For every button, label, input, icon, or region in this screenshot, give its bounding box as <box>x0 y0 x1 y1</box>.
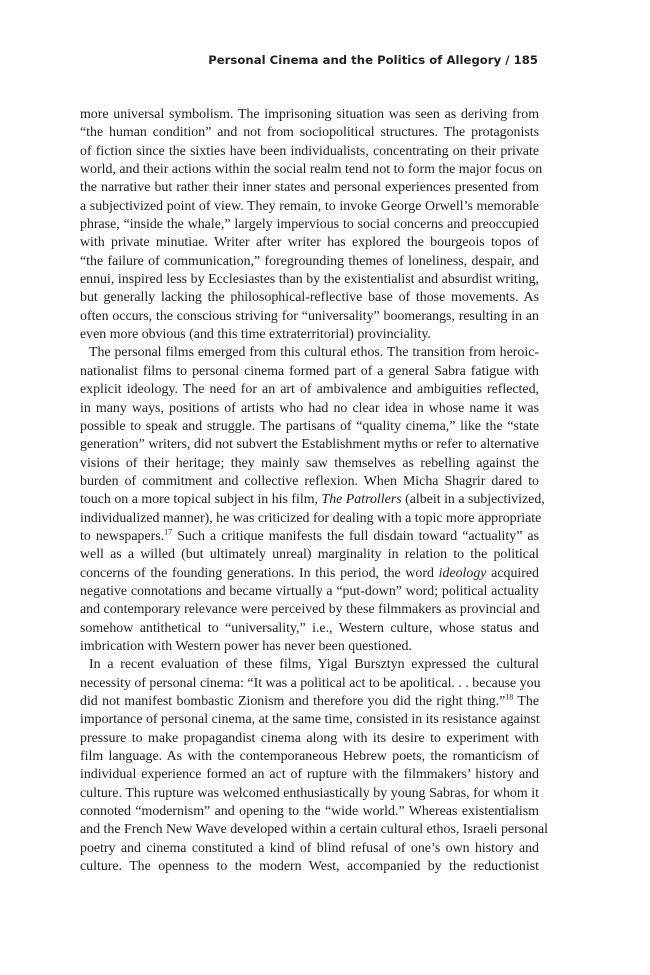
text-line: possible to speak and struggle. The partisans of “quality cinema,” like the “state <box>80 418 539 434</box>
text-line: in many ways, positions of artists who had no clear idea in whose name it was <box>80 400 539 416</box>
paragraph-3 <box>80 656 549 876</box>
text-line: more universal symbolism. The imprisoning situation was seen as deriving from <box>80 107 539 122</box>
footnote-ref-18[interactable]: 18 <box>505 692 514 702</box>
text-run: (albeit in a subjectivized, <box>401 492 545 508</box>
text-line: individual experience formed an act of rupture with the filmmakers’ history and <box>80 767 539 783</box>
text-line: imbrication with Western power has never been questioned. <box>80 638 412 654</box>
paragraph-2 <box>80 344 545 656</box>
emphasized-term: ideology <box>438 565 487 581</box>
text-line: explicit ideology. The need for an art of ambivalence and ambiguities reflected, <box>80 382 539 398</box>
text-line: “the failure of communication,” foregrounding themes of loneliness, despair, and <box>80 253 539 269</box>
text-line: The personal films emerged from this cultural ethos. The transition from heroic- <box>89 345 539 361</box>
text-line: and contemporary relevance were perceived by these filmmakers as provincial and <box>80 602 540 618</box>
text-line: “the human condition” and not from sociopolitical structures. The protagonists <box>80 125 539 141</box>
text-line: connoted “modernism” and opening to the “wide world.” Whereas existentialism <box>80 804 539 820</box>
text-line <box>80 491 545 509</box>
text-line: visions of their heritage; they mainly saw themselves as rebelling against the <box>80 455 539 471</box>
text-line: poetry and cinema constituted a kind of blind refusal of one’s own history and <box>80 840 539 856</box>
text-line: importance of personal cinema, at the same time, consisted in its resistance against <box>80 712 540 728</box>
text-line: but generally lacking the philosophical-reflective base of those movements. As <box>80 290 539 306</box>
text-line: ennui, inspired less by Ecclesiastes than by the existentialist and absurdist writing, <box>80 272 539 288</box>
text-line: well as a willed (but ultimately unreal) marginality in relation to the political <box>80 547 539 563</box>
text-run: The <box>513 694 539 709</box>
text-line: In a recent evaluation of these films, Yigal Bursztyn expressed the cultural <box>89 657 539 673</box>
text-line: burden of commitment and collective reflexion. When Micha Shagrir dared to <box>80 473 539 489</box>
text-line <box>80 565 539 583</box>
text-line: world, and their actions within the social realm tend not to form the major focus on <box>80 162 543 178</box>
paragraph-1 <box>80 106 543 344</box>
text-line: the narrative but rather their inner states and personal experiences presented from <box>80 180 539 196</box>
text-line: phrase, “inside the whale,” largely impervious to social concerns and preoccupied <box>80 217 539 233</box>
text-line <box>80 693 539 711</box>
text-line: necessity of personal cinema: “It was a political act to be apolitical. . . because you <box>80 675 541 691</box>
running-head: Personal Cinema and the Politics of Allegory / 185 <box>208 53 538 67</box>
text-line: pressure to make propagandist cinema along with its desire to experiment with <box>80 730 539 746</box>
text-line: even more obvious (and this time extraterritorial) provinciality. <box>80 327 431 343</box>
text-run: Such a critique manifests the full disdain toward “actuality” as <box>172 528 539 544</box>
text-line: and the French New Wave developed within a certain cultural ethos, Israeli personal <box>80 822 549 838</box>
text-line: film language. As with the contemporaneous Hebrew poets, the romanticism of <box>80 749 539 765</box>
text-run: concerns of the founding generations. In this period, the word <box>80 565 439 581</box>
text-run: touch on a more topical subject in his film, <box>80 492 322 508</box>
text-line: individualized manner), he was criticized for dealing with a topic more appropriate <box>80 510 542 526</box>
text-line: nationalist films to personal cinema formed part of a general Sabra fatigue with <box>80 363 539 379</box>
text-line: of fiction since the sixties have been individualists, concentrating on their private <box>80 143 539 159</box>
text-line: a subjectivized point of view. They remain, to invoke George Orwell’s memorable <box>80 198 539 214</box>
body-text <box>80 106 549 876</box>
text-line: negative connotations and became virtually a “put-down” word; political actuality <box>80 583 539 599</box>
text-line <box>80 528 539 546</box>
film-title: The Patrollers <box>321 492 402 508</box>
text-run: to newspapers. <box>80 528 165 544</box>
text-line: culture. This rupture was welcomed enthusiastically by young Sabras, for whom it <box>80 785 539 801</box>
footnote-ref-17[interactable]: 17 <box>164 527 173 537</box>
text-line: generation” writers, did not subvert the Establishment myths or refer to alternative <box>80 437 539 453</box>
text-run: did not manifest bombastic Zionism and therefore you did the right thing.” <box>80 694 506 709</box>
text-line: culture. The openness to the modern West, accompanied by the reductionist <box>80 859 539 875</box>
text-line: with private minutiae. Writer after writer has explored the bourgeois topos of <box>80 235 539 251</box>
text-line: somehow antithetical to “universality,” i.e., Western culture, whose status and <box>80 620 539 636</box>
text-run: acquired <box>486 565 539 581</box>
text-line: often occurs, the conscious striving for “universality” boomerangs, resulting in an <box>80 308 539 324</box>
